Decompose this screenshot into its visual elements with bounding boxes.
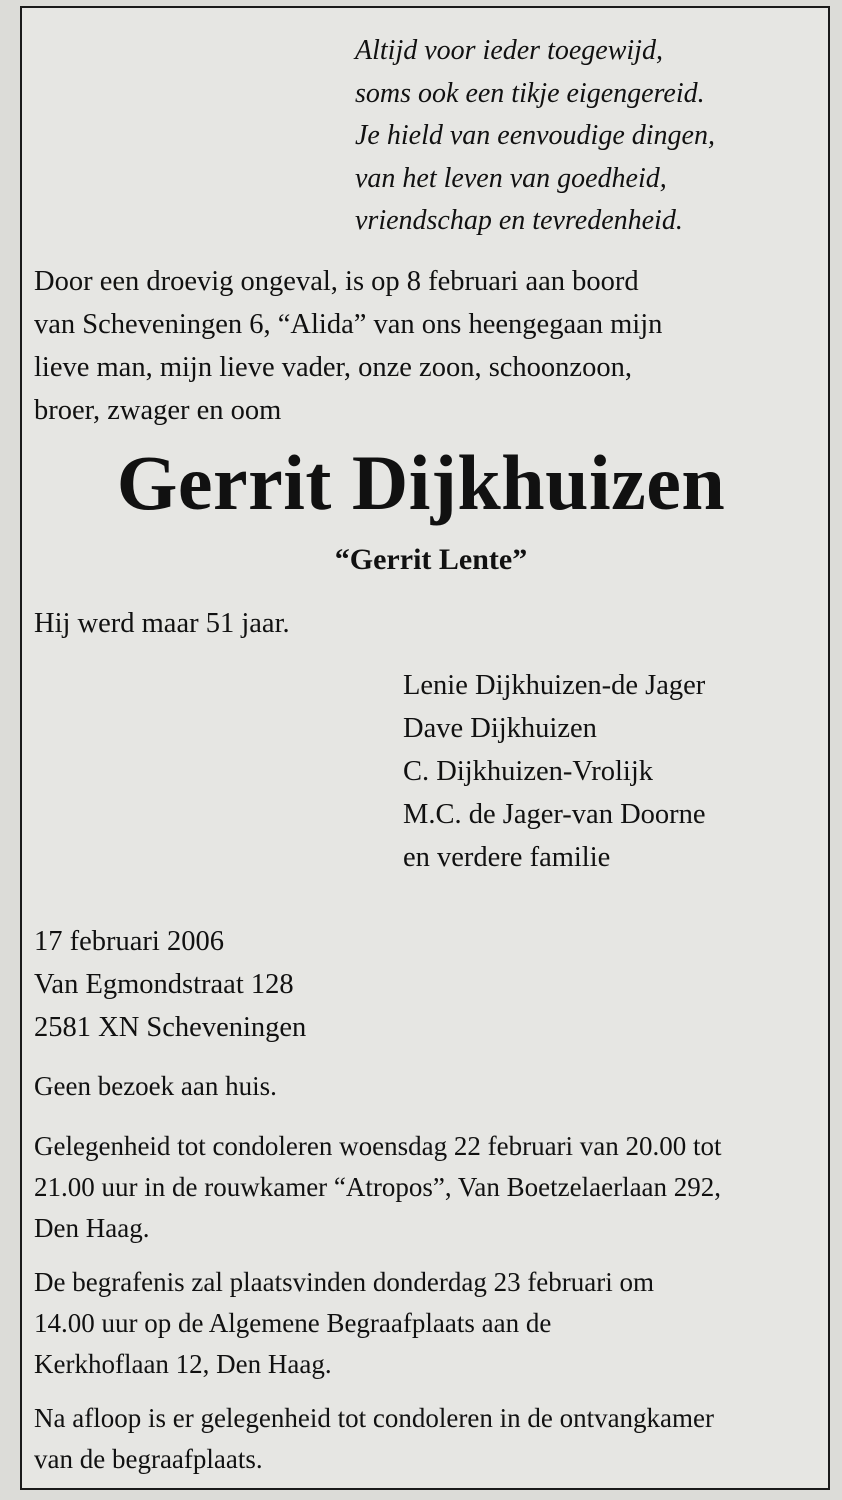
- poem-line: soms ook een tikje eigengereid.: [355, 77, 705, 109]
- funeral-info: [34, 1262, 654, 1385]
- poem-line: van het leven van goedheid,: [355, 162, 667, 194]
- afterwards-info: [34, 1398, 714, 1480]
- family-list: [403, 664, 706, 879]
- family-member: Dave Dijkhuizen: [403, 713, 597, 744]
- announcement: [34, 260, 814, 432]
- announcement-line: broer, zwager en oom: [34, 395, 282, 426]
- afterwards-line: van de begraafplaats.: [34, 1444, 263, 1474]
- family-member: en verdere familie: [403, 842, 611, 873]
- funeral-line: Kerkhoflaan 12, Den Haag.: [34, 1349, 332, 1379]
- date-and-address: [34, 920, 306, 1049]
- no-visit-line: Geen bezoek aan huis.: [34, 1071, 277, 1101]
- family-member: C. Dijkhuizen-Vrolijk: [403, 756, 654, 787]
- funeral-line: De begrafenis zal plaatsvinden donderdag 23 februari om: [34, 1267, 655, 1297]
- street-line: Van Egmondstraat 128: [34, 969, 294, 1000]
- funeral-line: 14.00 uur op de Algemene Begraafplaats aan de: [34, 1308, 552, 1338]
- poem-line: Je hield van eenvoudige dingen,: [355, 120, 715, 151]
- date-line: 17 februari 2006: [34, 926, 224, 957]
- city-line: 2581 XN Scheveningen: [34, 1012, 307, 1043]
- condolence-line: 21.00 uur in de rouwkamer “Atropos”, Van Boetzelaerlaan 292,: [34, 1172, 722, 1202]
- family-member: M.C. de Jager-van Doorne: [403, 799, 706, 830]
- announcement-line: Door een droevig ongeval, is op 8 februari aan boord: [34, 266, 639, 297]
- nickname: “Gerrit Lente”: [334, 543, 528, 576]
- no-visit-note: [34, 1066, 277, 1107]
- condolence-info: [34, 1126, 722, 1249]
- poem-line: Altijd voor ieder toegewijd,: [355, 35, 663, 66]
- poem-line: vriendschap en tevredenheid.: [355, 205, 683, 236]
- announcement-line: van Scheveningen 6, “Alida” van ons heengegaan mijn: [34, 309, 663, 340]
- afterwards-line: Na afloop is er gelegenheid tot condoleren in de ontvangkamer: [34, 1403, 715, 1433]
- announcement-line: lieve man, mijn lieve vader, onze zoon, schoonzoon,: [34, 352, 632, 383]
- condolence-line: Den Haag.: [34, 1213, 150, 1243]
- deceased-name: Gerrit Dijkhuizen: [116, 439, 726, 526]
- condolence-line: Gelegenheid tot condoleren woensdag 22 februari van 20.00 tot: [34, 1131, 722, 1161]
- age-line: Hij werd maar 51 jaar.: [34, 608, 290, 639]
- poem: [355, 30, 715, 243]
- family-member: Lenie Dijkhuizen-de Jager: [403, 670, 706, 701]
